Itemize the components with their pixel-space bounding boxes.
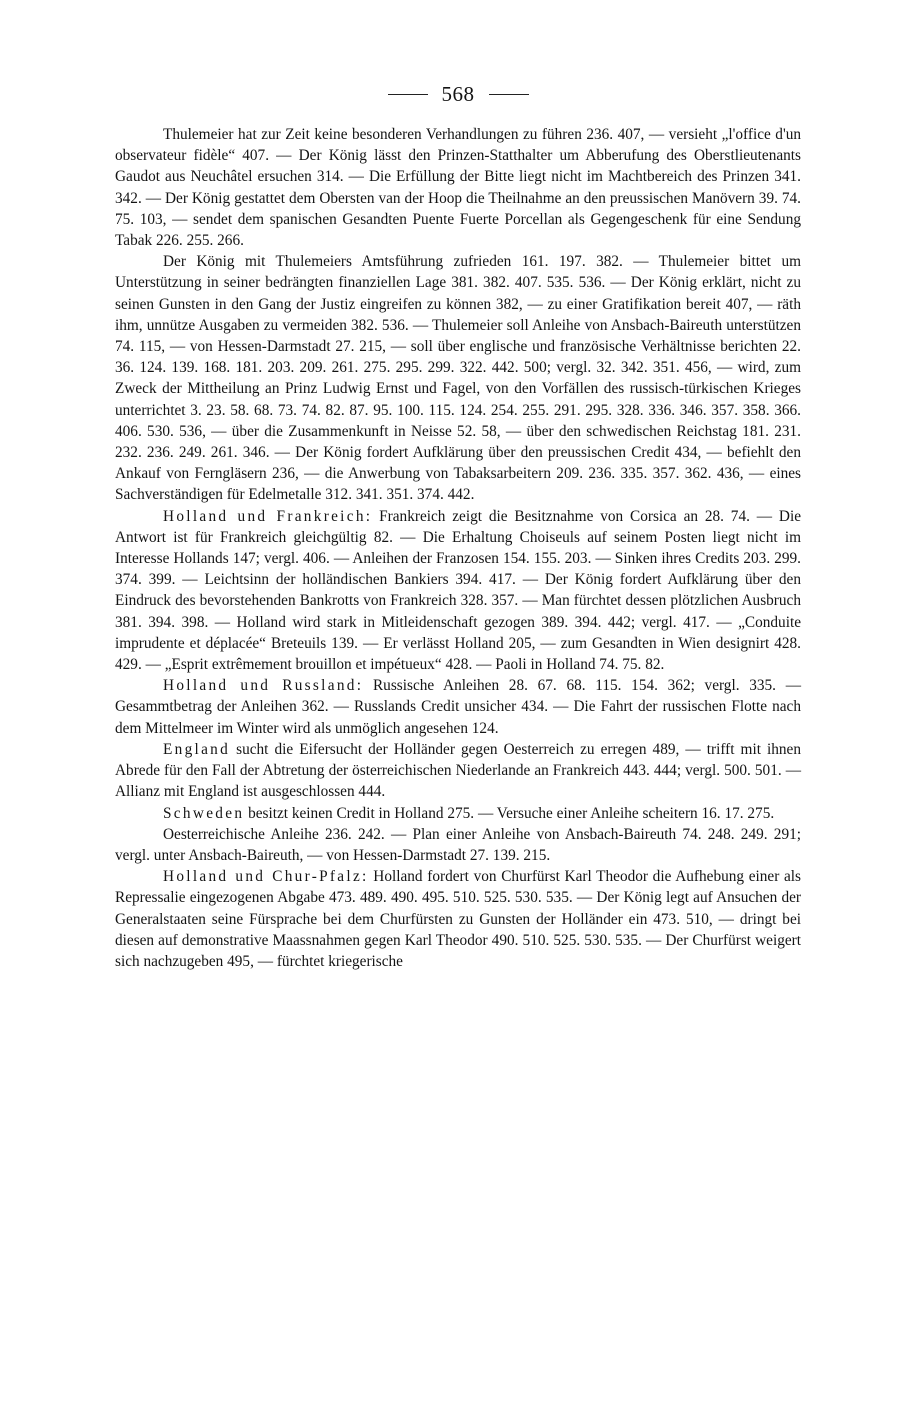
paragraph-england <box>115 739 801 803</box>
paragraph-holland-frankreich <box>115 506 801 676</box>
document-page <box>115 80 801 972</box>
paragraph-text: Frankreich zeigt die Besitznahme von Corsica an 28. 74. — Die Antwort ist für Frankreich gleichgültig 82. — Die Erhaltung Choiseuls auf seinem Posten liegt nicht im Interesse Hollands 147; vergl. 406. — Anleihen der Franzosen 154. 155. 203. — Sinken ihres Credits 203. 299. 374. 399. — Leichtsinn der holländischen Bankiers 394. 417. — Der König fordert Aufklärung über den Eindruck des bevorstehenden Bankrotts von Frankreich 328. 357. — Man fürchtet dessen plötzlichen Ausbruch 381. 394. 398. — Holland wird stark in Mitleidenschaft gezogen 389. 394. 442; vergl. 417. — „Conduite imprudente et déplacée“ Breteuils 139. — Er verlässt Holland 205, — zum Gesandten in Wien designirt 428. 429. — „Esprit extrêmement brouillon et impétueux“ 428. — Paoli in Holland 74. 75. 82. <box>115 507 801 674</box>
paragraph-lead: Schweden <box>163 804 245 822</box>
paragraph-lead: Holland und Russland: <box>163 677 364 695</box>
paragraph-text: Oesterreichische Anleihe 236. 242. — Plan einer Anleihe von Ansbach-Baireuth 74. 248. 249. 291; vergl. unter Ansbach-Baireuth, — von Hessen-Darmstadt 27. 139. 215. <box>115 825 801 864</box>
paragraph-lead: Holland und Chur-Pfalz: <box>163 868 369 886</box>
paragraph-anleihen <box>115 824 801 866</box>
paragraph-text: Russische Anleihen 28. 67. 68. 115. 154. 362; vergl. 335. — Gesammtbetrag der Anleihen 362. — Russlands Credit unsicher 434. — Die Fahrt der russischen Flotte nach dem Mittelmeer im Winter wird als unmöglich angesehen 124. <box>115 677 801 737</box>
paragraph-thulemeier-duties <box>115 124 801 251</box>
paragraph-holland-chur-pfalz <box>115 866 801 972</box>
paragraph-text: Thulemeier hat zur Zeit keine besonderen Verhandlungen zu führen 236. 407, — versieht „l'office d'un observateur fidèle“ 407. — Der König lässt den Prinzen-Statthalter um Abberufung des Oberstlieutenants Gaudot aus Neuchâtel ersuchen 314. — Die Erfüllung der Bitte liegt nicht im Machtbereich des Prinzen 341. 342. — Der König gestattet dem Obersten van der Hoop die Theilnahme an den preussischen Manövern 39. 74. 75. 103, — sendet dem spanischen Gesandten Puente Fuerte Porcellan als Gegengeschenk für eine Sendung Tabak 226. 255. 266. <box>115 126 801 250</box>
paragraph-thulemeier-administration <box>115 251 801 505</box>
paragraph-lead: England <box>163 740 231 758</box>
paragraph-text: Holland fordert von Churfürst Karl Theodor die Aufhebung einer als Repressalie eingezogenen Abgabe 473. 489. 490. 495. 510. 525. 530. 535. — Der König legt auf Ansuchen der Generalstaaten seine Fürsprache bei dem Churfürsten zu Gunsten der Holländer ein 473. 510, — dringt bei diesen auf demonstrative Maassnahmen gegen Karl Theodor 490. 510. 525. 530. 535. — Der Churfürst weigert sich nachzugeben 495, — fürchtet kriegerische <box>115 868 801 970</box>
paragraph-lead: Holland und Frankreich: <box>163 507 373 525</box>
paragraph-text: besitzt keinen Credit in Holland 275. — Versuche einer Anleihe scheitern 16. 17. 275. <box>244 804 775 822</box>
paragraph-text: Der König mit Thulemeiers Amtsführung zufrieden 161. 197. 382. — Thulemeier bittet um Unterstützung in seiner bedrängten finanziellen Lage 381. 382. 407. 535. 536. — Der König erklärt, nicht zu seinen Gunsten in den Gang der Justiz eingreifen zu können 382, — zu einer Gratifikation bereit 407, — räth ihm, unnütze Ausgaben zu vermeiden 382. 536. — Thulemeier soll Anleihe von Ansbach-Baireuth unterstützen 74. 115, — von Hessen-Darmstadt 27. 215, — soll über englische und französische Verhältnisse berichten 22. 36. 124. 139. 168. 181. 203. 209. 261. 275. 295. 299. 322. 442. 500; vergl. 32. 342. 351. 456, — wird, zum Zweck der Mittheilung an Prinz Ludwig Ernst und Fagel, von den Vorfällen des russisch-türkischen Krieges unterrichtet 3. 23. 58. 68. 73. 74. 82. 87. 95. 100. 115. 124. 254. 255. 291. 295. 328. 336. 346. 357. 358. 366. 406. 530. 536, — über die Zusammenkunft in Neisse 52. 58, — über den schwedischen Reichstag 181. 231. 232. 236. 249. 261. 346. — Der König fordert Aufklärung über den preussischen Credit 434, — befiehlt den Ankauf von Ferngläsern 236, — die Anwerbung von Tabaksarbeitern 209. 236. 335. 357. 362. 436, — eines Sachverständigen für Edelmetalle 312. 341. 351. 374. 442. <box>115 253 801 504</box>
paragraph-schweden <box>115 803 801 824</box>
header-rule-left <box>388 94 428 95</box>
header-rule-right <box>489 94 529 95</box>
paragraph-text: sucht die Eifersucht der Holländer gegen Oesterreich zu erregen 489, — trifft mit ihnen Abrede für den Fall der Abtretung der österreichischen Niederlande an Frankreich 443. 444; vergl. 500. 501. — Allianz mit England ist ausgeschlossen 444. <box>115 740 801 801</box>
page-number: 568 <box>441 82 475 107</box>
page-header <box>115 80 801 124</box>
paragraph-holland-russland <box>115 675 801 739</box>
